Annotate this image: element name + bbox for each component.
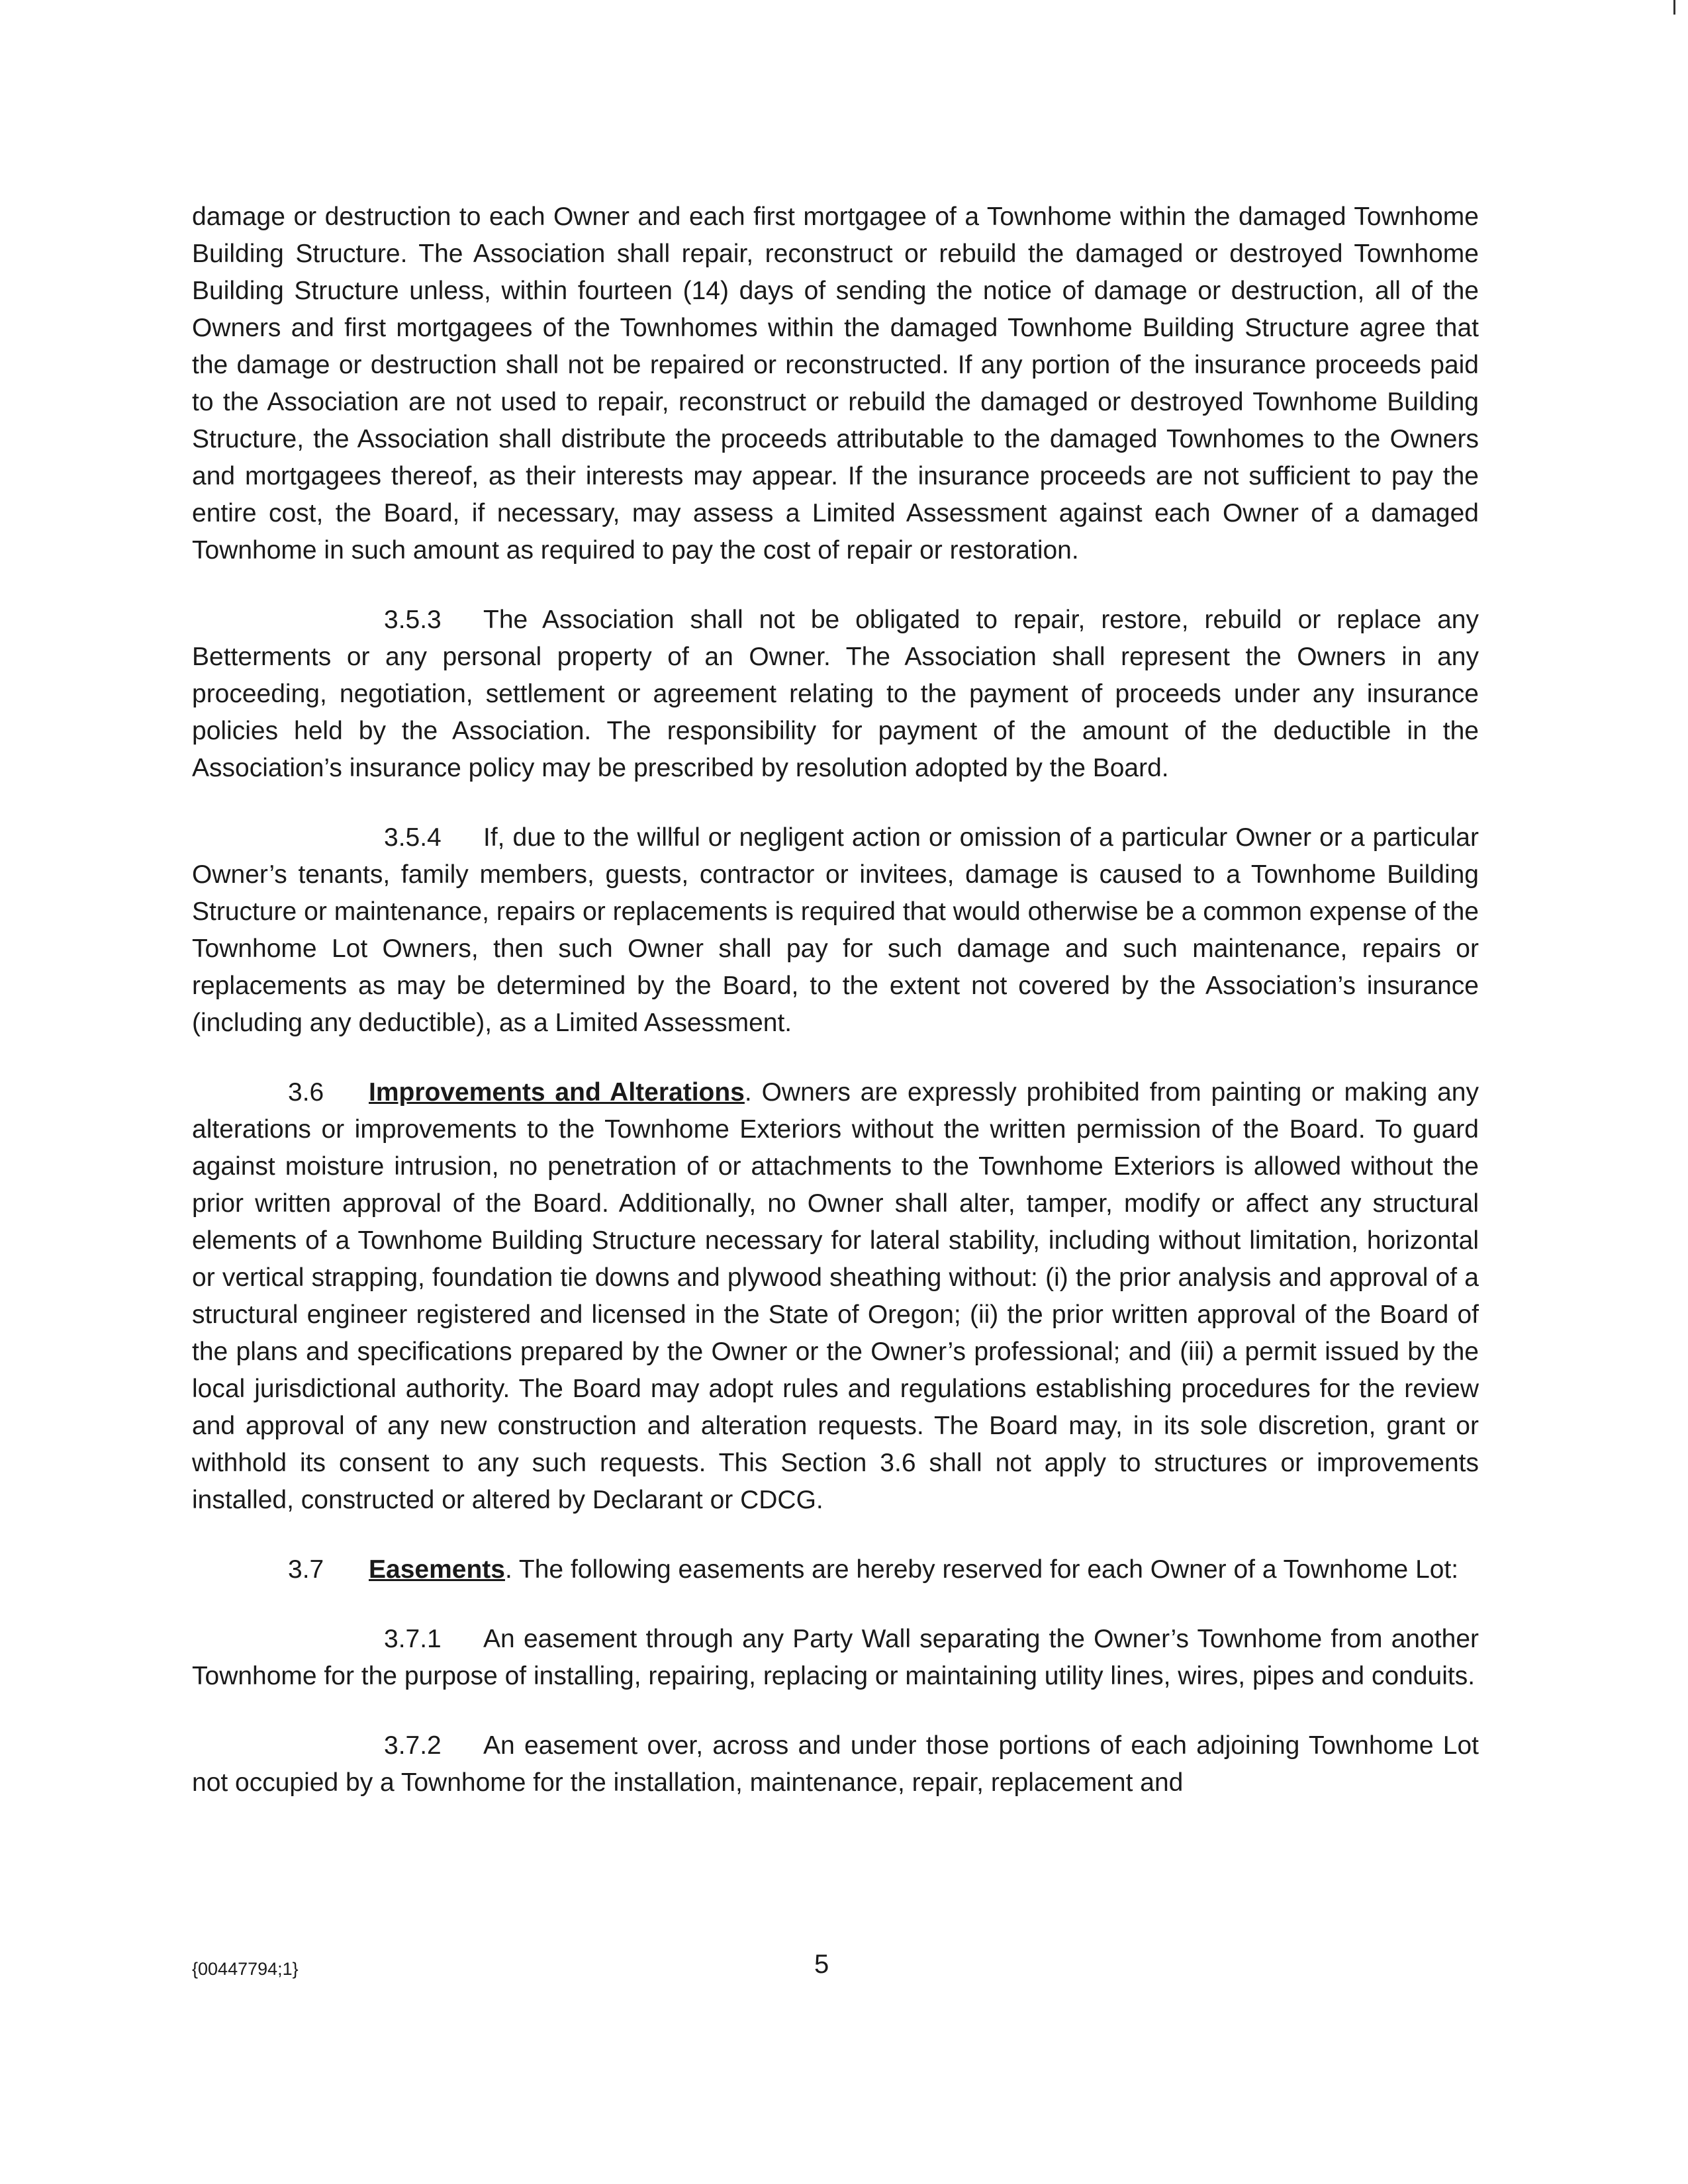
paragraph-continuation: damage or destruction to each Owner and each first mortgagee of a Townhome within the damaged Townhome Building Structure. The Association shall repair, reconstruct or rebuild the damaged or destroyed Townhome Building Structure unless, within fourteen (14) days of sending the notice of damage or destruction, all of the Owners and first mortgagees of the Townhomes within the damaged Townhome Building Structure agree that the damage or destruction shall not be repaired or reconstructed. If any portion of the insurance proceeds paid to the Association are not used to repair, reconstruct or rebuild the damaged or destroyed Townhome Building Structure, the Association shall distribute the proceeds attributable to the damaged Townhomes to the Owners and mortgagees thereof, as their interests may appear. If the insurance proceeds are not sufficient to pay the entire cost, the Board, if necessary, may assess a Limited Assessment against each Owner of a damaged Townhome in such amount as required to pay the cost of repair or restoration.	[192, 203, 1479, 565]
section-number: 3.7	[288, 1555, 324, 1584]
section-3-5-3	[192, 602, 1479, 787]
section-text: Owners are expressly prohibited from painting or making any alterations or improvements to the Townhome Exteriors without the written permission of the Board. To guard against moisture intrusion, no penetration of or attachments to the Townhome Exteriors is allowed without the prior written approval of the Board. Additionally, no Owner shall alter, tamper, modify or affect any structural elements of a Townhome Building Structure necessary for lateral stability, including without limitation, horizontal or vertical strapping, foundation tie downs and plywood sheathing without: (i) the prior analysis and approval of a structural engineer registered and licensed in the State of Oregon; (ii) the prior written approval of the Board of the plans and specifications prepared by the Owner or the Owner’s professional; and (iii) a permit issued by the local jurisdictional authority. The Board may adopt rules and regulations establishing procedures for the review and approval of any new construction and alteration requests. The Board may, in its sole discretion, grant or withhold its consent to any such requests. This Section 3.6 shall not apply to structures or improvements installed, constructed or altered by Declarant or CDCG.	[192, 1078, 1479, 1514]
section-number: 3.6	[288, 1078, 324, 1107]
section-number: 3.5.4	[384, 823, 442, 852]
section-text: The Association shall not be obligated to repair, restore, rebuild or replace any Betterments or any personal property of an Owner. The Association shall represent the Owners in any proceeding, negotiation, settlement or agreement relating to the payment of proceeds under any insurance policies held by the Association. The responsibility for payment of the amount of the deductible in the Association’s insurance policy may be prescribed by resolution adopted by the Board.	[192, 606, 1479, 782]
section-number: 3.7.2	[384, 1731, 442, 1760]
section-heading: Improvements and Alterations	[369, 1078, 745, 1107]
section-text: An easement over, across and under those portions of each adjoining Townhome Lot not occupied by a Townhome for the installation, maintenance, repair, replacement and	[192, 1731, 1479, 1797]
section-3-5-4	[192, 819, 1479, 1042]
scan-edge-mark	[1673, 0, 1675, 15]
document-id: {00447794;1}	[192, 1959, 299, 1979]
heading-period: .	[744, 1078, 762, 1107]
section-text: The following easements are hereby reserved for each Owner of a Townhome Lot:	[518, 1555, 1459, 1584]
section-number: 3.7.1	[384, 1625, 442, 1653]
heading-period: .	[504, 1555, 519, 1584]
section-3-7-1	[192, 1621, 1479, 1695]
section-3-7-2	[192, 1727, 1479, 1801]
section-3-6	[192, 1074, 1479, 1519]
page-footer	[192, 1950, 1479, 1989]
section-heading: Easements	[369, 1555, 505, 1584]
section-text: If, due to the willful or negligent action or omission of a particular Owner or a particular Owner’s tenants, family members, guests, contractor or invitees, damage is caused to a Townhome Building Structure or maintenance, repairs or replacements is required that would otherwise be a common expense of the Townhome Lot Owners, then such Owner shall pay for such damage and such maintenance, repairs or replacements as may be determined by the Board, to the extent not covered by the Association’s insurance (including any deductible), as a Limited Assessment.	[192, 823, 1479, 1037]
document-body	[192, 199, 1479, 1801]
section-number: 3.5.3	[384, 606, 442, 634]
section-3-7	[192, 1551, 1479, 1588]
section-text: An easement through any Party Wall separating the Owner’s Townhome from another Townhome for the purpose of installing, repairing, replacing or maintaining utility lines, wires, pipes and conduits.	[192, 1625, 1479, 1690]
page-number: 5	[814, 1950, 829, 1979]
